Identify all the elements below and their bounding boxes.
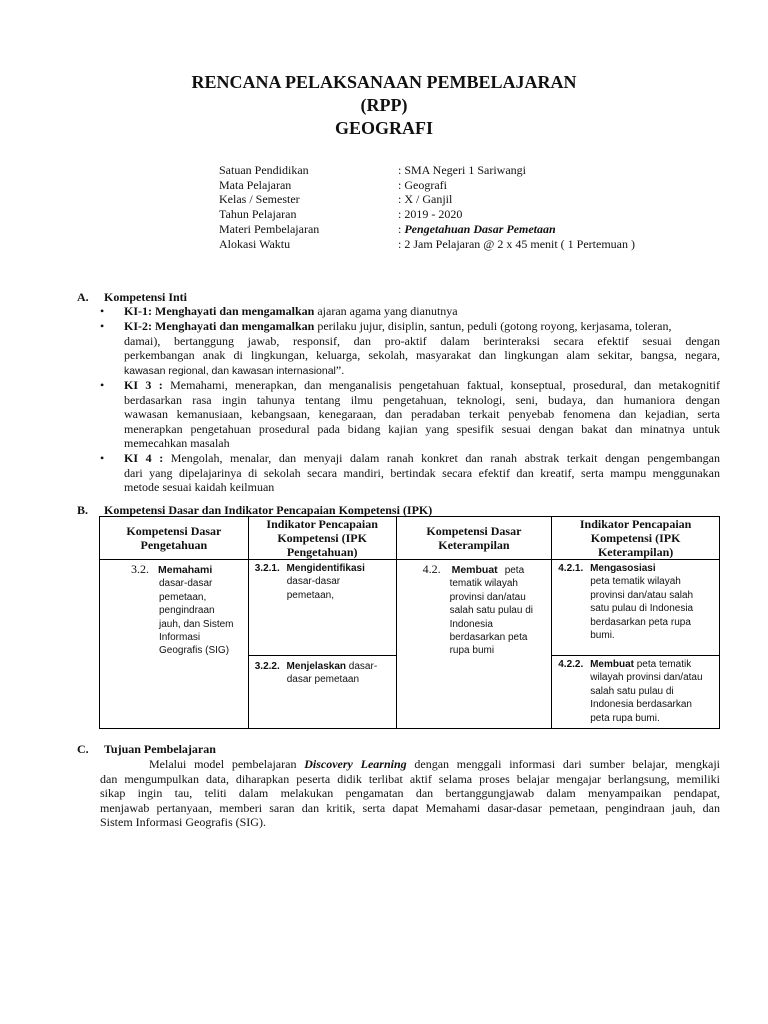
ipk-line: satu pulau di Indonesia <box>590 603 694 615</box>
ki4-line3: metode sesuai kaidah keilmuan <box>124 480 275 494</box>
section-b-letter: B. <box>77 503 89 517</box>
header-ipk-pengetahuan <box>248 517 396 560</box>
kd-line: berdasarkan peta <box>449 632 528 644</box>
ipk-pengetahuan-body-2 <box>255 673 396 686</box>
ipk-line: Indonesia berdasarkan <box>590 699 692 711</box>
ki3-line5: memecahkan masalah <box>124 436 230 450</box>
section-a-title: Kompetensi Inti <box>104 290 188 304</box>
ki2-line2: damai), bertanggung jawab, responsif, dan pro-aktif dalam berinteraksi secara efektif sesuai dengan <box>124 333 720 348</box>
ipk-line: wilayah provinsi dan/atau <box>590 672 703 684</box>
identity-row <box>219 207 635 222</box>
tujuan-line4: menjawab pertanyaan, memberi saran dan kritik, serta dapat Memahami dasar-dasar pemetaan, pengindraan jauh, dan <box>100 800 720 815</box>
identity-value: : 2 Jam Pelajaran @ 2 x 45 menit ( 1 Pertemuan ) <box>398 236 635 251</box>
kd-line: tematik wilayah <box>449 578 518 590</box>
header-ipk-keterampilan <box>552 517 720 560</box>
kd-line: pengindraan <box>159 605 215 617</box>
ipk-number: 4.2.1. <box>558 563 584 574</box>
section-c-letter: C. <box>77 742 89 756</box>
kd-line: Geografis (SIG) <box>159 645 230 657</box>
kd-line: dasar-dasar <box>159 578 213 590</box>
kd-line: Indonesia <box>449 618 493 630</box>
header-text: Kompetensi Dasar Pengetahuan <box>126 524 222 552</box>
kd-ipk-table <box>99 516 720 729</box>
tujuan-line1-a: Melalui model pembelajaran <box>149 757 305 771</box>
tujuan-paragraph <box>100 757 720 830</box>
ki3-head: KI 3 : <box>124 378 163 392</box>
ipk-number: 3.2.1. <box>254 563 280 574</box>
identity-label: Alokasi Waktu <box>219 236 291 251</box>
kd-keterampilan-cell <box>396 560 552 729</box>
ipk-line: peta tematik wilayah <box>590 576 681 588</box>
ipk-keterampilan-body-1 <box>558 575 719 642</box>
kd-line: Informasi <box>159 632 201 644</box>
ipk-line: bumi. <box>590 630 615 642</box>
kd-line: pemetaan, <box>159 591 207 603</box>
ipk-keterampilan-cell-1 <box>552 560 720 656</box>
ki1-text <box>124 304 720 319</box>
document-title-line2: (RPP) <box>360 95 408 115</box>
kd-verb-tail: peta <box>504 565 525 576</box>
identity-row <box>219 237 635 252</box>
kd-pengetahuan-cell <box>100 560 249 729</box>
kd-verb: Membuat <box>451 564 498 576</box>
header-text: Indikator Pencapaian Kompetensi (IPK Pengetahuan) <box>266 517 378 559</box>
kd-number: 3.2. <box>131 562 149 576</box>
ipk-keterampilan-body-2 <box>558 671 719 725</box>
bullet-icon: • <box>100 378 105 392</box>
ki4-text <box>124 451 720 495</box>
ki4-line1: Mengolah, menalar, dan menyaji dalam ranah konkret dan ranah abstrak terkait dengan pengembangan <box>163 451 720 465</box>
ki2-head: KI-2: Menghayati dan mengamalkan <box>124 319 315 333</box>
identity-label: Tahun Pelajaran <box>219 207 297 222</box>
ki2-text <box>124 319 720 378</box>
ipk-number: 4.2.2. <box>558 659 584 670</box>
ki1-head: KI-1: Menghayati dan mengamalkan <box>124 304 315 318</box>
section-a-letter: A. <box>77 290 89 304</box>
ipk-verb-tail: peta tematik <box>633 659 692 670</box>
kd-line: provinsi dan/atau <box>449 591 526 603</box>
ipk-number: 3.2.2. <box>254 661 280 672</box>
ki2-line3: perkembangan anak di lingkungan, keluarga, sekolah, masyarakat dan lingkungan alam sekitar, bangsa, negara, <box>124 348 720 362</box>
identity-label: Kelas / Semester <box>219 192 300 207</box>
ipk-line: peta rupa bumi. <box>590 712 660 724</box>
identity-row <box>219 192 635 207</box>
ki2-line4-end: ”. <box>335 362 345 377</box>
ipk-pengetahuan-cell-1 <box>248 560 396 656</box>
ipk-keterampilan-cell-2 <box>552 656 720 729</box>
identity-row <box>219 178 635 193</box>
identity-row <box>219 163 635 178</box>
ipk-verb: Membuat <box>590 659 634 670</box>
identity-block <box>219 163 635 251</box>
materi-value: Pengetahuan Dasar Pemetaan <box>404 221 556 236</box>
header-text: Indikator Pencapaian Kompetensi (IPK Keterampilan) <box>579 517 692 559</box>
bullet-icon: • <box>100 451 105 465</box>
ki3-line4: menerapkan pengetahuan prosedural pada bidang kajian yang spesifik sesuai dengan bakat dan minatnya untuk <box>124 421 720 436</box>
kd-keterampilan-body <box>423 577 552 657</box>
ki3-line2: berdasarkan rasa ingin tahunya tentang ilmu pengetahuan, teknologi, seni, budaya, dan humaniora dengan <box>124 392 720 407</box>
kd-pengetahuan-body <box>131 577 248 657</box>
ki2-line1: perilaku jujur, disiplin, santun, peduli (gotong royong, kerjasama, toleran, <box>314 319 672 333</box>
document-title-line3: GEOGRAFI <box>334 118 433 138</box>
ki1-body: ajaran agama yang dianutnya <box>314 304 458 318</box>
identity-value: : X / Ganjil <box>398 192 453 207</box>
identity-value: : Pengetahuan Dasar Pemetaan <box>398 221 556 236</box>
identity-label: Satuan Pendidikan <box>219 163 309 177</box>
ipk-verb: Menjelaskan <box>286 661 347 672</box>
tujuan-line5: Sistem Informasi Geografis (SIG). <box>100 815 266 829</box>
header-kd-keterampilan <box>396 517 552 560</box>
bullet-icon: • <box>100 304 105 318</box>
kd-line: salah satu pulau di <box>449 605 533 617</box>
section-c-title: Tujuan Pembelajaran <box>104 742 216 756</box>
table-row <box>100 560 720 656</box>
ipk-line: dasar pemetaan <box>286 674 360 686</box>
ki2-line4: kawasan regional, dan kawasan internasional <box>124 364 336 377</box>
identity-value: : 2019 - 2020 <box>398 207 463 222</box>
tujuan-line2: dan mengumpulkan data, diharapkan peserta didik terlibat aktif selama proses belajar mengajar berlangsung, memiliki <box>100 771 720 786</box>
ipk-pengetahuan-cell-2 <box>248 656 396 729</box>
ipk-verb: Mengasosiasi <box>590 563 656 574</box>
identity-row <box>219 222 635 237</box>
kd-line: rupa bumi <box>449 645 495 657</box>
ipk-line: berdasarkan peta rupa <box>590 616 691 628</box>
kd-line: jauh, dan Sistem <box>159 618 234 630</box>
document-title-line1: RENCANA PELAKSANAAN PEMBELAJARAN <box>191 72 577 92</box>
ki4-head: KI 4 : <box>124 451 164 465</box>
ipk-verb-tail: dasar- <box>346 661 378 672</box>
identity-value: : SMA Negeri 1 Sariwangi <box>398 163 526 177</box>
ki4-line2: dari yang dipelajarinya di sekolah secara mandiri, bertindak secara efektif dan kreatif, serta mampu menggunakan <box>124 465 720 480</box>
ki3-line1: Memahami, menerapkan, dan menganalisis pengetahuan faktual, konseptual, prosedural, dan metakognitif <box>162 378 720 392</box>
ki3-line3: wawasan kemanusiaan, kebangsaan, kenegaraan, dan peradaban terkait penyebab fenomena dan kejadian, serta <box>124 407 720 421</box>
identity-value: : Geografi <box>398 177 447 192</box>
ipk-line: pemetaan, <box>286 589 334 601</box>
kd-number: 4.2. <box>422 562 441 576</box>
ipk-pengetahuan-body-1 <box>255 575 396 602</box>
header-kd-pengetahuan <box>100 517 249 560</box>
tujuan-line3: sikap ingin tau, teliti dalam melakukan pengamatan dan bertanggungjawab dalam menyampaikan pendapat, <box>100 786 720 800</box>
bullet-icon: • <box>100 319 105 333</box>
kd-verb: Memahami <box>158 564 213 576</box>
ipk-line: provinsi dan/atau salah <box>590 589 694 601</box>
header-text: Kompetensi Dasar Keterampilan <box>426 524 522 552</box>
identity-label: Mata Pelajaran <box>219 177 292 192</box>
ki3-text <box>124 378 720 451</box>
discovery-learning-em: Discovery Learning <box>304 757 407 771</box>
section-b-title: Kompetensi Dasar dan Indikator Pencapaian Kompetensi (IPK) <box>104 503 433 517</box>
tujuan-line1-b: dengan menggali informasi dari sumber belajar, mengkaji <box>406 757 720 771</box>
ipk-line: dasar-dasar <box>286 576 341 588</box>
identity-label: Materi Pembelajaran <box>219 221 320 236</box>
table-header-row <box>100 517 720 560</box>
ipk-verb: Mengidentifikasi <box>286 563 365 574</box>
ipk-line: salah satu pulau di <box>590 685 674 697</box>
